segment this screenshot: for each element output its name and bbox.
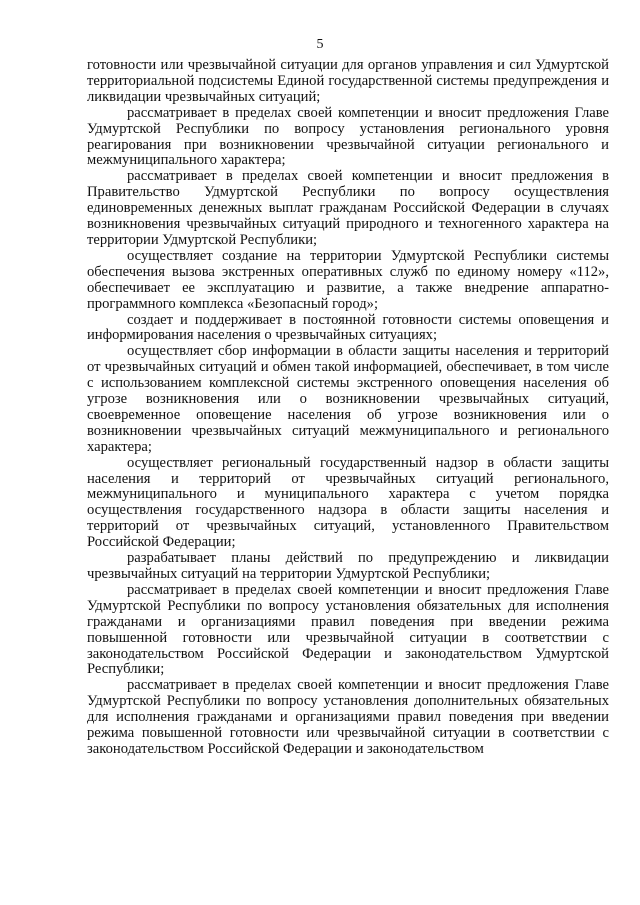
paragraph: осуществляет создание на территории Удмуртской Республики системы обеспечения вызова экстренных оперативных служб по единому номеру «112», обеспечивает ее эксплуатацию и развитие, а также внедрение аппаратно-программного комплекса «Безопасный город»; [87,247,609,312]
document-body [87,58,609,758]
paragraph: рассматривает в пределах своей компетенции и вносит предложения в Правительство Удмуртской Республики по вопросу осуществления единовременных денежных выплат гражданам Российской Федерации в случаях возникновения чрезвычайных ситуаций природного и техногенного характера на территории Удмуртской Республики; [87,168,609,248]
paragraph: создает и поддерживает в постоянной готовности системы оповещения и информирования населения о чрезвычайных ситуациях; [87,311,609,344]
paragraph: рассматривает в пределах своей компетенции и вносит предложения Главе Удмуртской Республики по вопросу установления обязательных для исполнения гражданами и организациями правил поведения при введении режима повышенной готовности или чрезвычайной ситуации в соответствии с законодательством Российской Федерации и законодательством Удмуртской Республики; [87,581,609,678]
paragraph: рассматривает в пределах своей компетенции и вносит предложения Главе Удмуртской Республики по вопросу установления дополнительных обязательных для исполнения гражданами и организациями правил поведения при введении режима повышенной готовности или чрезвычайной ситуации в соответствии с законодательством Российской Федерации и законодательством [87,677,609,757]
paragraph: осуществляет региональный государственный надзор в области защиты населения и территорий от чрезвычайных ситуаций регионального, межмуниципального и муниципального характера с учетом порядка осуществления государственного надзора в области защиты населения и территорий от чрезвычайных ситуаций, установленного Правительством Российской Федерации; [87,454,609,551]
paragraph: осуществляет сбор информации в области защиты населения и территорий от чрезвычайных ситуаций и обмен такой информацией, обеспечивает, в том числе с использованием комплексной системы экстренного оповещения населения об угрозе возникновения или о возникновении чрезвычайных ситуаций, своевременное оповещение населения об угрозе возникновения или о возникновении чрезвычайных ситуаций межмуниципального и регионального характера; [87,343,609,455]
paragraph: готовности или чрезвычайной ситуации для органов управления и сил Удмуртской территориальной подсистемы Единой государственной системы предупреждения и ликвидации чрезвычайных ситуаций; [87,57,609,105]
paragraph: рассматривает в пределах своей компетенции и вносит предложения Главе Удмуртской Республики по вопросу установления регионального уровня реагирования при возникновении чрезвычайной ситуации регионального и межмуниципального характера; [87,104,609,169]
page-number: 5 [316,37,324,52]
paragraph: разрабатывает планы действий по предупреждению и ликвидации чрезвычайных ситуаций на территории Удмуртской Республики; [87,550,609,582]
